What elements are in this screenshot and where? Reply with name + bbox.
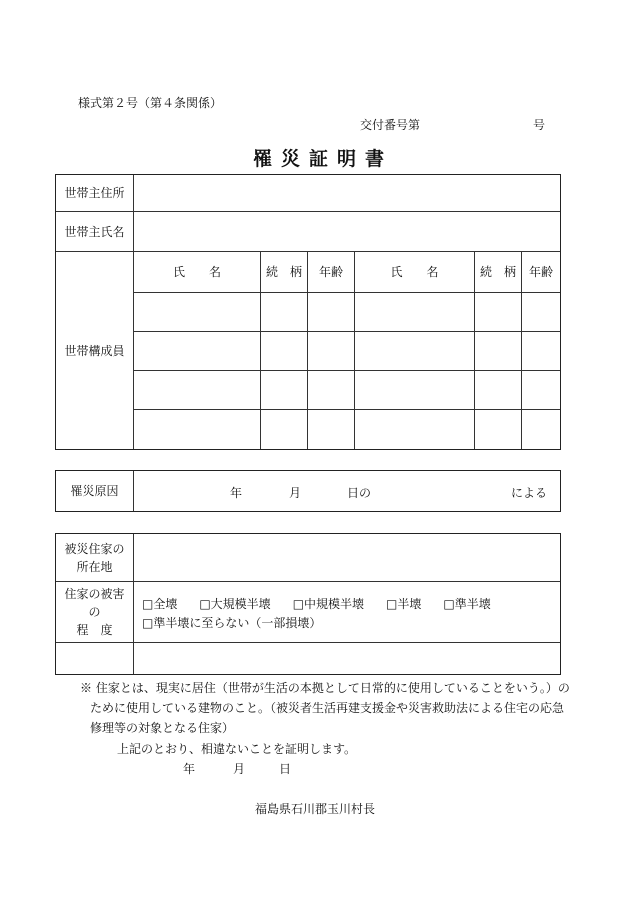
damage-option-large-scale-half[interactable]: □大規模半壊	[199, 597, 271, 611]
damage-location-label-line: 被災住家の	[64, 541, 125, 556]
form-number-label: 様式第２号（第４条関係）	[78, 96, 223, 110]
issuer-name: 福島県石川郡玉川村長	[255, 802, 376, 816]
members-col-age: 年齢	[528, 265, 553, 279]
issue-number-suffix: 号	[533, 118, 546, 132]
members-grid-line	[134, 370, 560, 371]
members-col-name: 氏 名	[390, 265, 439, 279]
members-col-relation: 続 柄	[479, 265, 516, 279]
note-line: ※ 住家とは、現実に居住（世帯が生活の本拠として日常的に使用していることをいう。）の	[80, 681, 570, 695]
cause-label: 罹災原因	[70, 484, 119, 498]
members-col-relation: 続 柄	[265, 265, 302, 279]
damage-option-medium-scale-half[interactable]: □中規模半壊	[292, 597, 365, 611]
members-col-age: 年齢	[318, 265, 343, 279]
household-members-label: 世帯構成員	[64, 343, 125, 358]
cause-table-divider	[133, 471, 134, 511]
members-grid-line	[134, 331, 560, 332]
members-col-name: 氏 名	[172, 265, 221, 279]
certification-statement: 上記のとおり、相違ないことを証明します。	[117, 742, 357, 756]
cause-suffix: による	[511, 486, 548, 500]
damage-degree-label	[56, 582, 133, 642]
household-address-field[interactable]	[134, 175, 560, 211]
damage-option-total-collapse[interactable]: □全壊	[142, 597, 178, 611]
household-name-field[interactable]	[134, 212, 560, 251]
damage-option-quasi-half[interactable]: □準半壊	[443, 597, 491, 611]
cause-year: 年	[230, 486, 243, 500]
members-grid-line	[134, 292, 560, 293]
issue-number-prefix: 交付番号第	[360, 118, 421, 132]
note-line: 修理等の対象となる住家）	[90, 721, 235, 735]
certification-month: 月	[233, 762, 246, 776]
cause-day: 日の	[347, 486, 372, 500]
damage-location-label	[56, 534, 133, 581]
damage-location-label-line: 所在地	[76, 559, 113, 574]
damage-option-partial[interactable]: □準半壊に至らない（一部損壊）	[142, 616, 322, 630]
damage-location-field[interactable]	[134, 534, 560, 581]
document-title: 罹災証明書	[253, 148, 394, 170]
certification-year: 年	[183, 762, 196, 776]
damage-degree-label-line: の	[88, 605, 101, 619]
cause-month: 月	[289, 486, 302, 500]
household-address-label: 世帯主住所	[64, 186, 125, 200]
note-line: ために使用している建物のこと。（被災者生活再建支援金や災害救助法による住宅の応急	[90, 701, 565, 715]
damage-degree-label-line: 程 度	[76, 623, 113, 637]
damage-degree-label-line: 住家の被害	[64, 587, 125, 601]
members-grid-line	[134, 409, 560, 410]
damage-option-half-collapse[interactable]: □半壊	[386, 597, 422, 611]
certification-day: 日	[279, 762, 292, 776]
damage-options-row	[142, 595, 513, 612]
household-name-label: 世帯主氏名	[64, 224, 125, 239]
damage-table-divider	[56, 642, 560, 643]
